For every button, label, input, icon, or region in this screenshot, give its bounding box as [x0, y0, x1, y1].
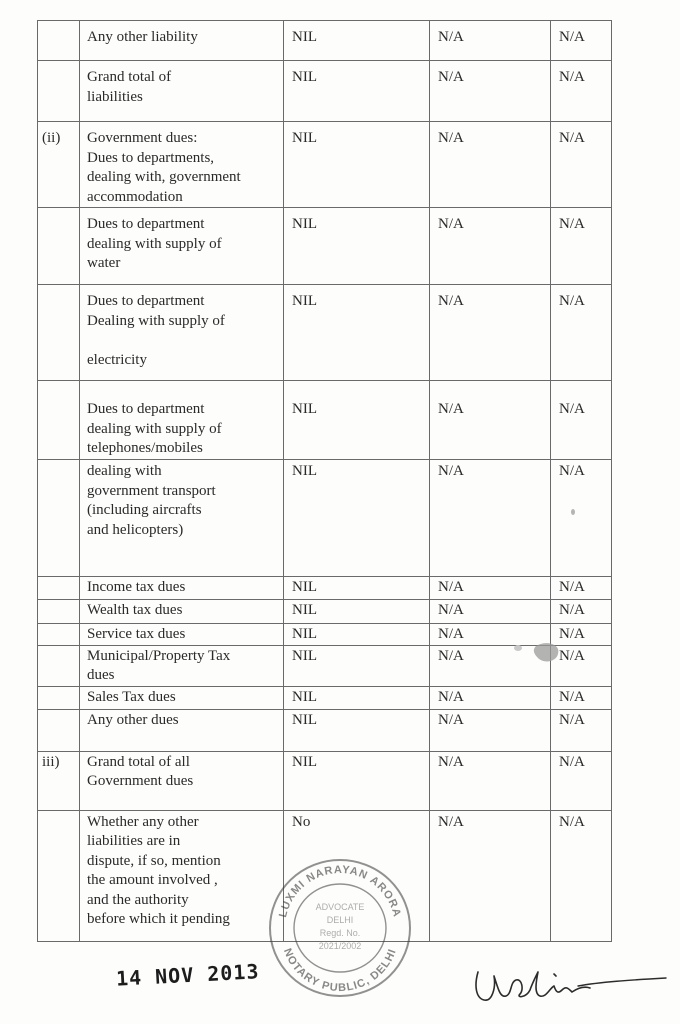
value-cell: N/A	[551, 751, 612, 810]
ink-speck	[570, 508, 576, 516]
value-cell: N/A	[551, 460, 612, 577]
description-cell: dealing with government transport (including aircrafts and helicopters)	[80, 460, 284, 577]
value-cell: NIL	[284, 285, 430, 381]
value-cell: NIL	[284, 61, 430, 122]
serial-cell: (ii)	[38, 122, 80, 208]
serial-cell	[38, 208, 80, 285]
value-cell: N/A	[551, 810, 612, 941]
table-row	[38, 460, 612, 577]
value-cell: N/A	[430, 285, 551, 381]
date-stamp: 14 NOV 2013	[115, 959, 260, 991]
description-cell: Service tax dues	[80, 624, 284, 646]
value-cell: N/A	[430, 810, 551, 941]
value-cell: N/A	[551, 61, 612, 122]
table-row	[38, 577, 612, 600]
value-cell: NIL	[284, 122, 430, 208]
serial-cell	[38, 381, 80, 460]
ink-smudge	[506, 638, 566, 666]
table-row	[38, 61, 612, 122]
value-cell: N/A	[551, 645, 612, 686]
value-cell: N/A	[430, 21, 551, 61]
value-cell: N/A	[430, 208, 551, 285]
description-cell: Whether any other liabilities are in dispute, if so, mention the amount involved , and the authority before which it pending	[80, 810, 284, 941]
description-cell: Income tax dues	[80, 577, 284, 600]
serial-cell	[38, 460, 80, 577]
seal-inner-line: 2021/2002	[318, 941, 362, 951]
value-cell: NIL	[284, 686, 430, 709]
serial-cell	[38, 645, 80, 686]
value-cell: N/A	[551, 21, 612, 61]
serial-cell	[38, 577, 80, 600]
handwritten-signature	[470, 958, 670, 1008]
value-cell: N/A	[430, 381, 551, 460]
table-row	[38, 21, 612, 61]
description-cell: Grand total of all Government dues	[80, 751, 284, 810]
serial-cell: iii)	[38, 751, 80, 810]
value-cell: N/A	[430, 751, 551, 810]
value-cell: N/A	[430, 645, 551, 686]
value-cell: N/A	[551, 686, 612, 709]
value-cell: NIL	[284, 381, 430, 460]
value-cell: NIL	[284, 21, 430, 61]
value-cell: N/A	[430, 61, 551, 122]
description-cell: Sales Tax dues	[80, 686, 284, 709]
value-cell: N/A	[430, 600, 551, 624]
serial-cell	[38, 686, 80, 709]
description-cell: Municipal/Property Tax dues	[80, 645, 284, 686]
value-cell: N/A	[430, 686, 551, 709]
description-cell: Any other dues	[80, 709, 284, 751]
description-cell: Government dues: Dues to departments, dealing with, government accommodation	[80, 122, 284, 208]
value-cell: NIL	[284, 751, 430, 810]
serial-cell	[38, 61, 80, 122]
table-row	[38, 381, 612, 460]
serial-cell	[38, 285, 80, 381]
liabilities-table	[37, 20, 612, 942]
value-cell: N/A	[551, 600, 612, 624]
svg-text:NOTARY PUBLIC, DELHI	[281, 947, 399, 994]
value-cell: NIL	[284, 460, 430, 577]
value-cell: N/A	[551, 381, 612, 460]
value-cell: N/A	[430, 460, 551, 577]
value-cell: NIL	[284, 709, 430, 751]
table-row	[38, 600, 612, 624]
serial-cell	[38, 600, 80, 624]
table-row	[38, 709, 612, 751]
value-cell: N/A	[551, 624, 612, 646]
value-cell: N/A	[430, 624, 551, 646]
description-cell: Dues to department dealing with supply of water	[80, 208, 284, 285]
notary-seal	[265, 855, 415, 1001]
value-cell: NIL	[284, 645, 430, 686]
serial-cell	[38, 624, 80, 646]
table-row	[38, 122, 612, 208]
description-cell: Any other liability	[80, 21, 284, 61]
value-cell: No	[284, 810, 430, 941]
description-cell: Wealth tax dues	[80, 600, 284, 624]
table-row	[38, 686, 612, 709]
serial-cell	[38, 21, 80, 61]
value-cell: NIL	[284, 577, 430, 600]
description-cell: Dues to department dealing with supply of telephones/mobiles	[80, 381, 284, 460]
seal-ring-top: LUXMI NARAYAN ARORA	[277, 863, 403, 919]
value-cell: NIL	[284, 208, 430, 285]
value-cell: N/A	[430, 577, 551, 600]
value-cell: N/A	[551, 577, 612, 600]
seal-inner-line: DELHI	[326, 915, 354, 925]
value-cell: N/A	[551, 122, 612, 208]
value-cell: N/A	[551, 709, 612, 751]
table-row	[38, 751, 612, 810]
seal-inner-line: ADVOCATE	[315, 902, 365, 912]
value-cell: NIL	[284, 600, 430, 624]
table-row	[38, 208, 612, 285]
value-cell: N/A	[551, 208, 612, 285]
value-cell: N/A	[430, 709, 551, 751]
serial-cell	[38, 709, 80, 751]
table-row	[38, 285, 612, 381]
description-cell: Grand total of liabilities	[80, 61, 284, 122]
description-cell: Dues to department Dealing with supply of electricity	[80, 285, 284, 381]
value-cell: N/A	[430, 122, 551, 208]
value-cell: NIL	[284, 624, 430, 646]
value-cell: N/A	[551, 285, 612, 381]
seal-ring-bottom: NOTARY PUBLIC, DELHI	[280, 946, 400, 995]
seal-inner-line: Regd. No.	[319, 928, 361, 938]
serial-cell	[38, 810, 80, 941]
